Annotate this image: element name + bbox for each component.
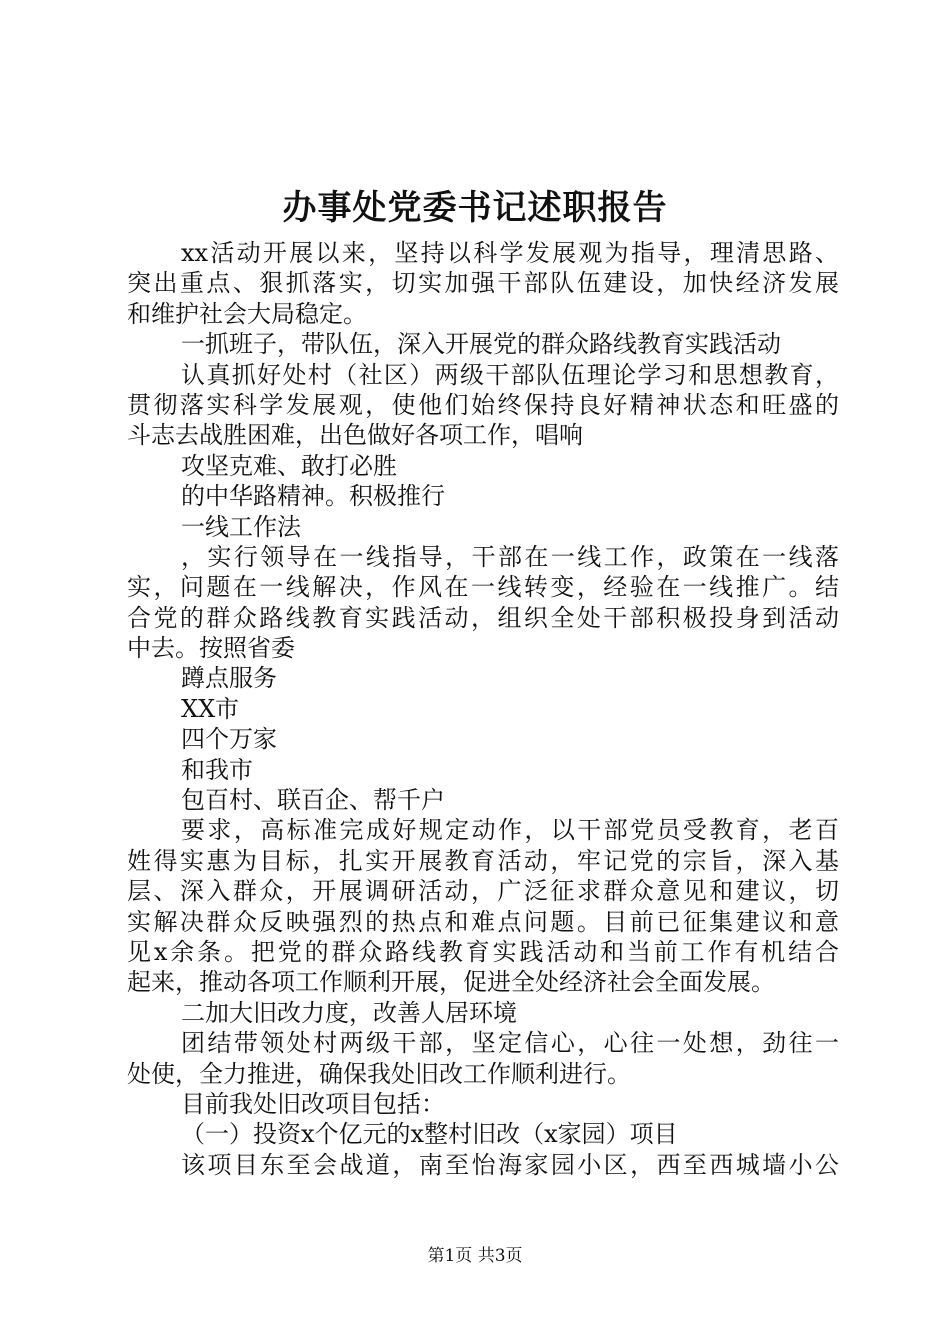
text-line: 姓得实惠为目标，扎实开展教育活动，牢记党的宗旨，深入基 bbox=[127, 846, 839, 875]
text-line: 目前我处旧改项目包括： bbox=[181, 1089, 445, 1118]
text-line: 处使，全力推进，确保我处旧改工作顺利进行。 bbox=[127, 1059, 631, 1088]
page-footer: 第1页 共3页 bbox=[427, 1246, 523, 1266]
text-line: 要求，高标准完成好规定动作，以干部党员受教育，老百 bbox=[181, 816, 839, 845]
text-line: 团结带领处村两级干部，坚定信心，心往一处想，劲往一 bbox=[181, 1029, 839, 1058]
text-line: 攻坚克难、敢打必胜 bbox=[181, 451, 397, 480]
text-line: 实解决群众反映强烈的热点和难点问题。目前已征集建议和意 bbox=[127, 907, 839, 936]
text-line: 层、深入群众，开展调研活动，广泛征求群众意见和建议，切 bbox=[127, 877, 839, 906]
text-line: xx活动开展以来，坚持以科学发展观为指导，理清思路、 bbox=[181, 239, 839, 267]
text-line: 一抓班子，带队伍，深入开展党的群众路线教育实践活动 bbox=[181, 330, 781, 359]
text-line: 四个万家 bbox=[181, 725, 277, 754]
text-line: 突出重点、狠抓落实，切实加强干部队伍建设，加快经济发展 bbox=[127, 269, 839, 298]
text-line: 一线工作法 bbox=[181, 512, 301, 541]
text-line: 起来，推动各项工作顺利开展，促进全处经济社会全面发展。 bbox=[127, 968, 775, 997]
text-line: 和我市 bbox=[181, 755, 253, 784]
text-line: ，实行领导在一线指导，干部在一线工作，政策在一线落 bbox=[181, 542, 839, 571]
text-line: 贯彻落实科学发展观，使他们始终保持良好精神状态和旺盛的 bbox=[127, 390, 839, 419]
text-line: （一）投资x个亿元的x整村旧改（x家园）项目 bbox=[181, 1120, 678, 1149]
text-line: 见x余条。把党的群众路线教育实践活动和当前工作有机结合 bbox=[127, 937, 839, 966]
text-line: 包百村、联百企、帮千户 bbox=[181, 786, 445, 815]
body-text bbox=[127, 238, 839, 1180]
text-line: 斗志去战胜困难，出色做好各项工作，唱响 bbox=[127, 421, 583, 450]
text-line: XX市 bbox=[181, 694, 240, 723]
text-line: 二加大旧改力度，改善人居环境 bbox=[181, 998, 517, 1027]
text-line: 实，问题在一线解决，作风在一线转变，经验在一线推广。结 bbox=[127, 573, 839, 602]
text-line: 的中华路精神。积极推行 bbox=[181, 482, 445, 511]
text-line: 合党的群众路线教育实践活动，组织全处干部积极投身到活动 bbox=[127, 603, 839, 632]
text-line: 蹲点服务 bbox=[181, 664, 277, 693]
page-title: 办事处党委书记述职报告 bbox=[282, 188, 668, 228]
text-line: 和维护社会大局稳定。 bbox=[127, 299, 367, 328]
text-line: 中去。按照省委 bbox=[127, 634, 295, 663]
text-line: 该项目东至会战道，南至怡海家园小区，西至西城墙小公 bbox=[181, 1150, 839, 1179]
text-line: 认真抓好处村（社区）两级干部队伍理论学习和思想教育， bbox=[181, 360, 839, 389]
